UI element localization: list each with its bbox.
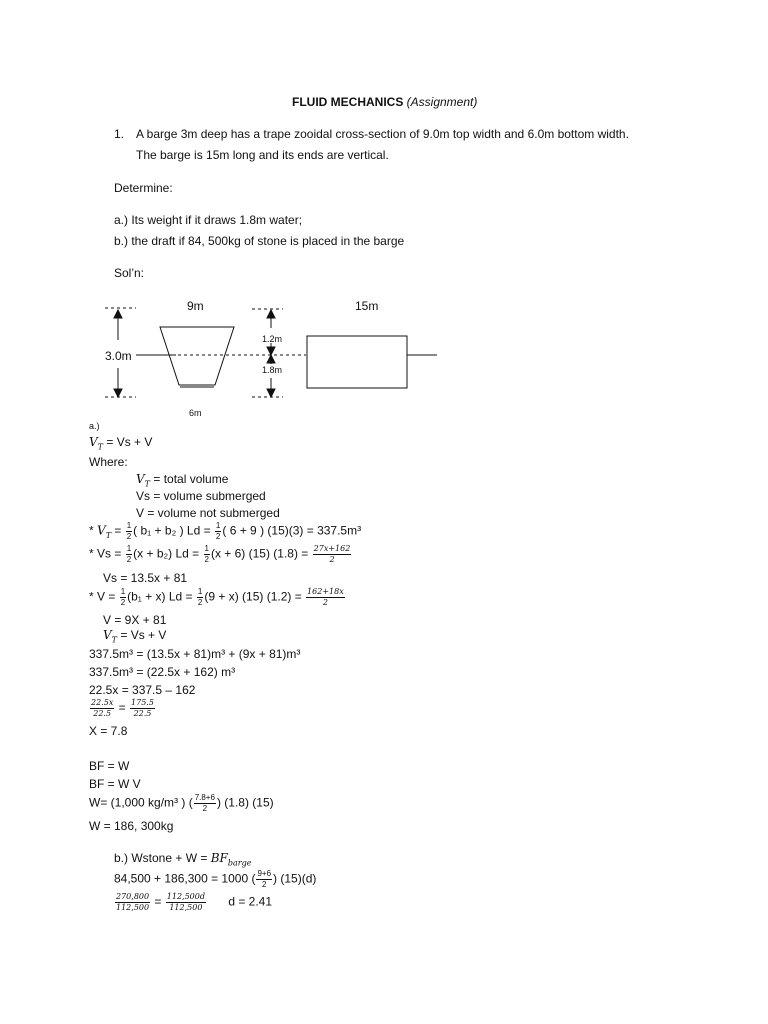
substitution-equation: 337.5m³ = (13.5x + 81)m³ + (9x + 81)m³ <box>89 647 301 661</box>
definition-total-volume: $V_T$ = total volume <box>136 472 229 489</box>
unsubmerged-fraction: $\frac{162+18x}{2}$ <box>307 587 344 607</box>
title-italic: (Assignment) <box>406 95 478 109</box>
part-b-question: b.) the draft if 84, 500kg of stone is placed in the barge <box>114 234 405 248</box>
submerged-volume-result: Vs = 13.5x + 81 <box>103 571 188 585</box>
weight-equation: W= (1,000 kg/m³ ) ( $\frac{7.8+6}{2}$ ) (1.8) (15) <box>89 793 274 813</box>
weight-result: W = 186, 300kg <box>89 819 174 833</box>
definition-volume-not-submerged: V = volume not submerged <box>136 506 280 520</box>
title-bold: FLUID MECHANICS <box>292 95 404 109</box>
x-result: X = 7.8 <box>89 724 128 738</box>
half-fraction: $\frac{1}{2}$ <box>204 544 209 564</box>
isolate-x-equation: 22.5x = 337.5 – 162 <box>89 683 196 697</box>
buoyancy-equation-1: BF = W <box>89 759 130 773</box>
top-width-label: 9m <box>187 299 204 313</box>
part-b-equation: b.) Wstone + $W = BF_{barge}$ <box>114 851 252 868</box>
determine-label: Determine: <box>114 181 173 195</box>
depth-label: 3.0m <box>105 349 132 363</box>
bottom-width-label: 6m <box>189 408 202 418</box>
half-fraction: $\frac{1}{2}$ <box>197 587 203 607</box>
solution-label: Sol’n: <box>114 266 145 280</box>
problem-number: 1. <box>114 127 125 141</box>
half-fraction: $\frac{1}{2}$ <box>126 544 132 564</box>
unsubmerged-volume-result: V = 9X + 81 <box>103 613 167 627</box>
total-volume-equation: * $V_T$ = $\frac{1}{2}$ ( b₁ + b₂ ) Ld = $\frac{1}{2}$ ( 6 + 9 ) (15)(3) = 337.5m³ <box>89 521 362 541</box>
part-a-question: a.) Its weight if it draws 1.8m water; <box>114 213 303 227</box>
problem-line-1: A barge 3m deep has a trape zooidal cross-section of 9.0m top width and 6.0m bottom width. <box>136 127 629 141</box>
unsubmerged-volume-equation: * V = $\frac{1}{2}$ (b₁ + x) Ld = $\frac{1}{2}$ (9 + x) (15) (1.2) = $\frac{162+18x}{2}$ <box>89 587 344 607</box>
vt-equation: $V_T = Vs + V$ <box>89 435 153 452</box>
half-fraction: $\frac{1}{2}$ <box>215 521 221 541</box>
submerged-fraction: $\frac{27x+162}{2}$ <box>313 544 351 564</box>
submerged-volume-equation: * Vs = $\frac{1}{2}$ (x + b₂) Ld = $\frac{1}{2}$ (x + 6) (15) (1.8) = $\frac{27x+162}{2}$ <box>89 544 351 564</box>
freeboard-label: 1.2m <box>262 334 283 344</box>
vt-sum-equation: $V_T = Vs + V$ <box>103 628 167 645</box>
draft-result: d = 2.41 <box>228 894 273 909</box>
definition-volume-submerged: Vs = volume submerged <box>136 489 266 503</box>
where-label: Where: <box>89 455 128 469</box>
half-fraction: $\frac{1}{2}$ <box>120 587 126 607</box>
part-b-solve: $\frac{270,800}{112,500}$ = $\frac{112,500d}{112,500}$ d = 2.41 <box>116 892 273 912</box>
buoyancy-equation-2: BF = W V <box>89 777 141 791</box>
solution-a-label: a.) <box>89 421 100 431</box>
length-label: 15m <box>355 299 379 313</box>
half-fraction: $\frac{1}{2}$ <box>126 521 132 541</box>
problem-line-2: The barge is 15m long and its ends are vertical. <box>136 148 389 162</box>
draft-label: 1.8m <box>262 365 283 375</box>
combined-equation: 337.5m³ = (22.5x + 162) m³ <box>89 665 236 679</box>
part-b-substitution: 84,500 + 186,300 = 1000 ( $\frac{9+6}{2}$ ) (15)(d) <box>114 869 317 889</box>
divide-equation: $\frac{22.5x}{22.5}$ = $\frac{175.5}{22.5}$ <box>91 698 154 718</box>
